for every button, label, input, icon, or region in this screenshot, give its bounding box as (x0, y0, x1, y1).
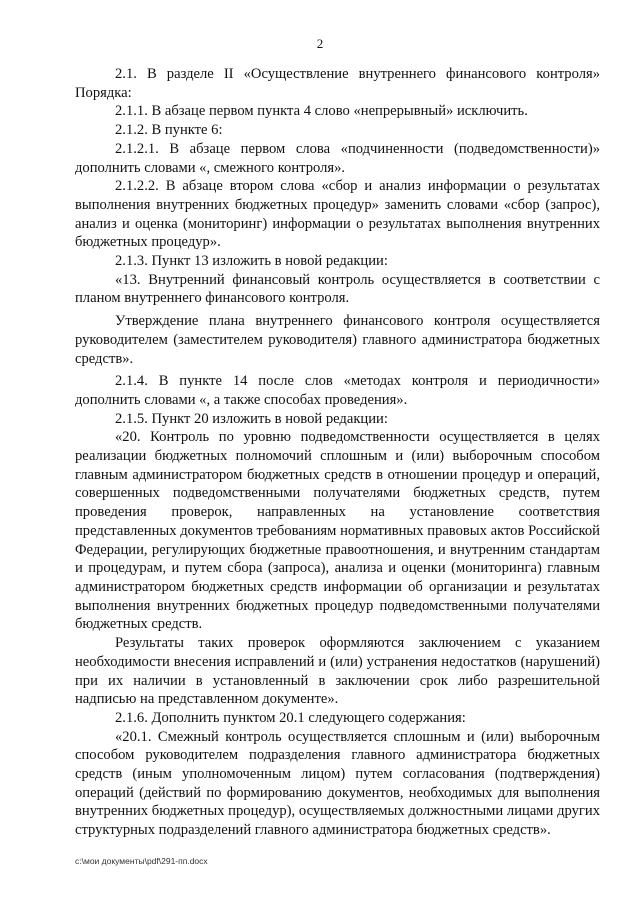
document-body (75, 65, 600, 840)
paragraph: 2.1.5. Пункт 20 изложить в новой редакции: (115, 410, 388, 427)
paragraph: 2.1.2.1. В абзаце первом слова «подчиненности (подведомственности)» дополнить словами «, смежного контроля». (75, 140, 600, 176)
paragraph: 2.1.4. В пункте 14 после слов «методах контроля и периодичности» дополнить словами «, а также способах проведения». (75, 373, 600, 408)
paragraph: 2.1. В разделе II «Осуществление внутреннего финансового контроля» Порядка: (75, 66, 600, 101)
paragraph: Утверждение плана внутреннего финансового контроля осуществляется руководителем (заместителем руководителя) главного администратора бюджетных средств». (75, 313, 600, 367)
paragraph: «20. Контроль по уровню подведомственности осуществляется в целях реализации бюджетных полномочий сплошным и (или) выборочным способом главным администратором бюджетных средств в отношении процедур и операций, совершенных подведомственными получателями бюджетных средств, путем проведения проверок, направленных на установление соответствия представленных документов требованиям нормативных правовых актов Российской Федерации, регулирующих бюджетные правоотношения, и внутренним стандартам и процедурам, и путем сбора (запроса), анализа и оценки (мониторинга) главным администратором бюджетных средств информации об организации и результатах выполнения внутренних бюджетных процедур подведомственными получателями бюджетных средств. (75, 429, 600, 633)
paragraph: 2.1.2.2. В абзаце втором слова «сбор и анализ информации о результатах выполнения внутренних бюджетных процедур» заменить словами «сбор (запрос), анализ и оценка (мониторинг) информации о результатах выполнения внутренних бюджетных процедур». (75, 178, 600, 251)
footer-file-path: c:\мои документы\pdf\291-пп.docx (75, 856, 208, 866)
page-number: 2 (316, 36, 324, 51)
paragraph: «13. Внутренний финансовый контроль осуществляется в соответствии с планом внутреннего финансового контроля. (75, 271, 600, 307)
paragraph: 2.1.1. В абзаце первом пункта 4 слово «непрерывный» исключить. (115, 103, 528, 120)
paragraph: Результаты таких проверок оформляются заключением с указанием необходимости внесения исправлений и (или) устранения недостатков (нарушений) при их наличии в установленный в заключении срок либо разрешительной надписью на представленном документе». (75, 635, 600, 708)
paragraph: 2.1.3. Пункт 13 изложить в новой редакции: (115, 253, 388, 270)
paragraph: 2.1.6. Дополнить пунктом 20.1 следующего содержания: (115, 709, 466, 726)
paragraph: «20.1. Смежный контроль осуществляется сплошным и (или) выборочным способом руководителем подразделения главного администратора бюджетных средств (иным уполномоченным лицом) путем согласования (подтверждения) операций (действий по формированию документов, необходимых для выполнения внутренних бюджетных процедур), осуществляемых должностными лицами других структурных подразделений главного администратора бюджетных средств». (75, 728, 600, 839)
paragraph: 2.1.2. В пункте 6: (115, 122, 223, 139)
